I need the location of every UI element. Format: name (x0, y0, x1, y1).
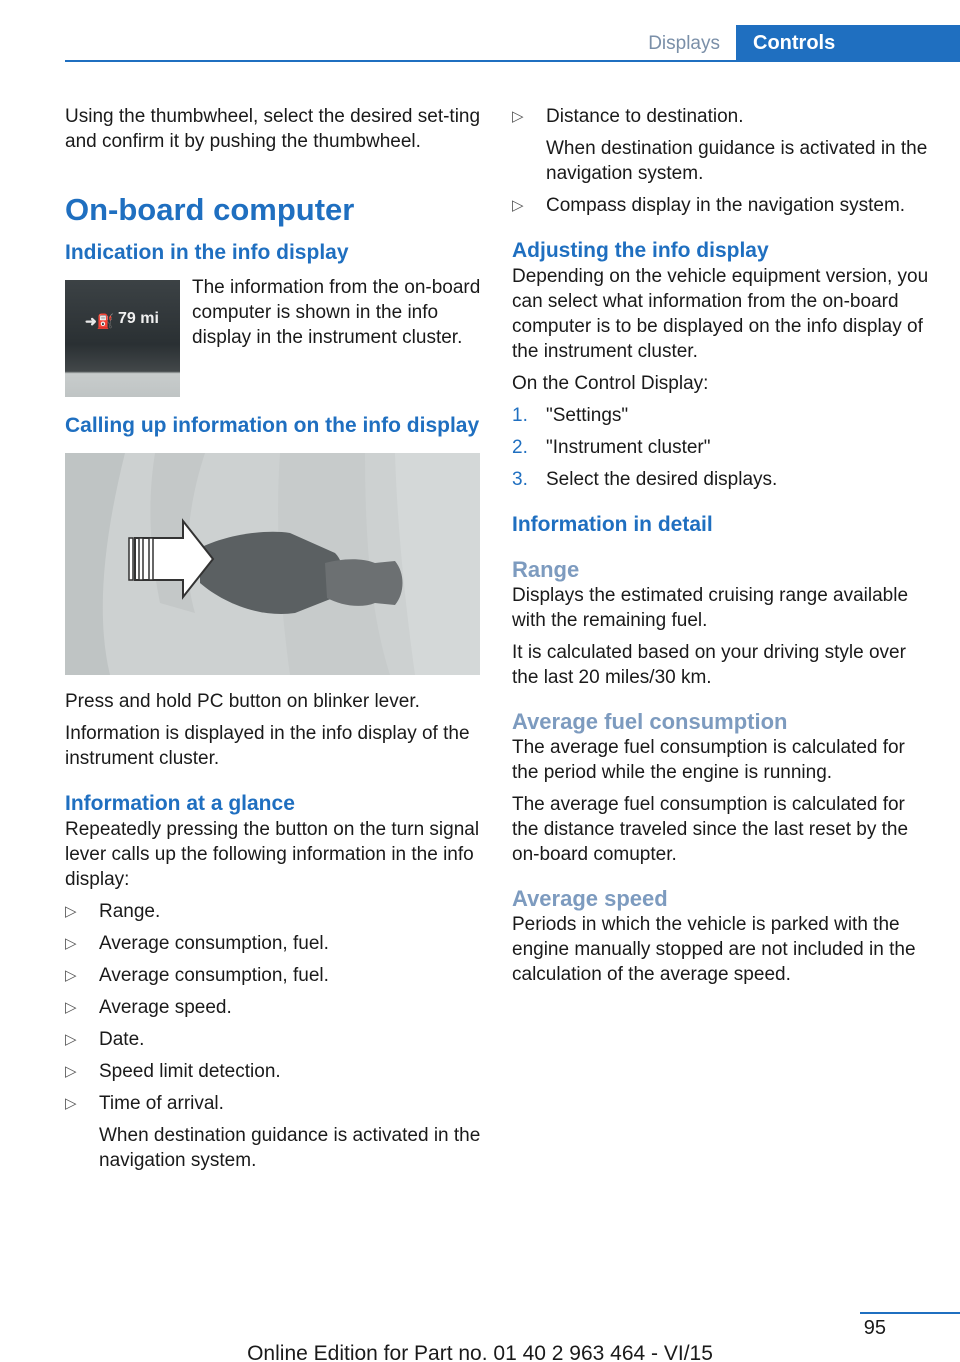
step-number: 2. (512, 437, 528, 458)
info-display-image (65, 280, 180, 397)
avg-speed-text: Periods in which the vehicle is parked with the engine manually stopped are not included in the calculation of the average speed. (512, 914, 916, 985)
header-section-label: Displays (648, 33, 720, 54)
step-item (512, 435, 936, 460)
steps-list (512, 403, 936, 492)
detail-heading: Information in detail (512, 513, 713, 536)
intro-paragraph: Using the thumbwheel, select the desired set-ting and confirm it by pushing the thumbwheel. (65, 106, 481, 152)
list-item: ▷ Speed limit detection. (65, 1059, 483, 1084)
adjusting-heading: Adjusting the info display (512, 239, 769, 262)
avg-fuel-text: The average fuel consumption is calculated for the period while the engine is running. (512, 737, 905, 783)
step-text: Select the desired displays. (546, 469, 778, 490)
glance-heading: Information at a glance (65, 792, 295, 815)
avg-fuel-heading: Average fuel consumption (512, 709, 788, 734)
footer-rule (860, 1312, 960, 1314)
step-item (512, 403, 936, 428)
distance-note: When destination guidance is activated in the navigation system. (546, 138, 928, 184)
indication-heading: Indication in the info display (65, 241, 349, 264)
left-column (65, 104, 483, 1180)
range-text: Displays the estimated cruising range available with the remaining fuel. (512, 585, 909, 631)
step-number: 3. (512, 469, 528, 490)
display-range-value: 79 mi (118, 310, 159, 327)
range-heading: Range (512, 557, 580, 582)
distance-label: Distance to destination. (546, 106, 744, 127)
step-number: 1. (512, 405, 528, 426)
avg-speed-heading: Average speed (512, 886, 668, 911)
glance-list-continued (512, 104, 936, 218)
calling-heading: Calling up information on the info display (65, 414, 480, 437)
list-item: ▷ Average consumption, fuel. (65, 931, 483, 956)
page-header (65, 25, 960, 62)
list-item-distance (512, 104, 936, 186)
arrival-note: When destination guidance is activated in the navigation system. (99, 1125, 481, 1171)
step-text: "Instrument cluster" (546, 437, 711, 458)
displayed-text: Information is displayed in the info display of the instrument cluster. (65, 723, 470, 769)
step-text: "Settings" (546, 405, 629, 426)
list-item-arrival (65, 1091, 483, 1173)
section-title: On-board computer (65, 192, 355, 227)
step-item (512, 467, 936, 492)
indication-text: The information from the on-board computer is shown in the info display in the instrument cluster. (192, 277, 481, 348)
list-item: ▷ Date. (65, 1027, 483, 1052)
adjusting-text: Depending on the vehicle equipment version, you can select what information from the on-board computer is to be displayed on the info display of the instrument cluster. (512, 266, 929, 362)
list-item: ▷ Range. (65, 899, 483, 924)
fuel-range-icon: ➜⛽ (85, 313, 115, 329)
page-number: 95 (863, 1317, 886, 1339)
press-instruction: Press and hold PC button on blinker lever. (65, 691, 420, 712)
list-item: ▷ Average consumption, fuel. (65, 963, 483, 988)
list-item: ▷ Compass display in the navigation system. (512, 193, 936, 218)
arrival-label: Time of arrival. (99, 1093, 224, 1114)
right-column (512, 104, 936, 994)
blinker-lever-illustration (65, 453, 480, 675)
control-display-text: On the Control Display: (512, 373, 709, 394)
header-chapter-tab: Controls (736, 25, 960, 62)
list-item: ▷ Average speed. (65, 995, 483, 1020)
glance-text: Repeatedly pressing the button on the turn signal lever calls up the following information in the info display: (65, 819, 480, 890)
glance-list (65, 899, 483, 1173)
range-calc-text: It is calculated based on your driving style over the last 20 miles/30 km. (512, 642, 906, 688)
avg-fuel-reset-text: The average fuel consumption is calculated for the distance traveled since the last reset by the on-board comupter. (512, 794, 909, 865)
edition-line: Online Edition for Part no. 01 40 2 963 464 - VI/15 (247, 1342, 713, 1362)
indication-block (65, 275, 483, 393)
